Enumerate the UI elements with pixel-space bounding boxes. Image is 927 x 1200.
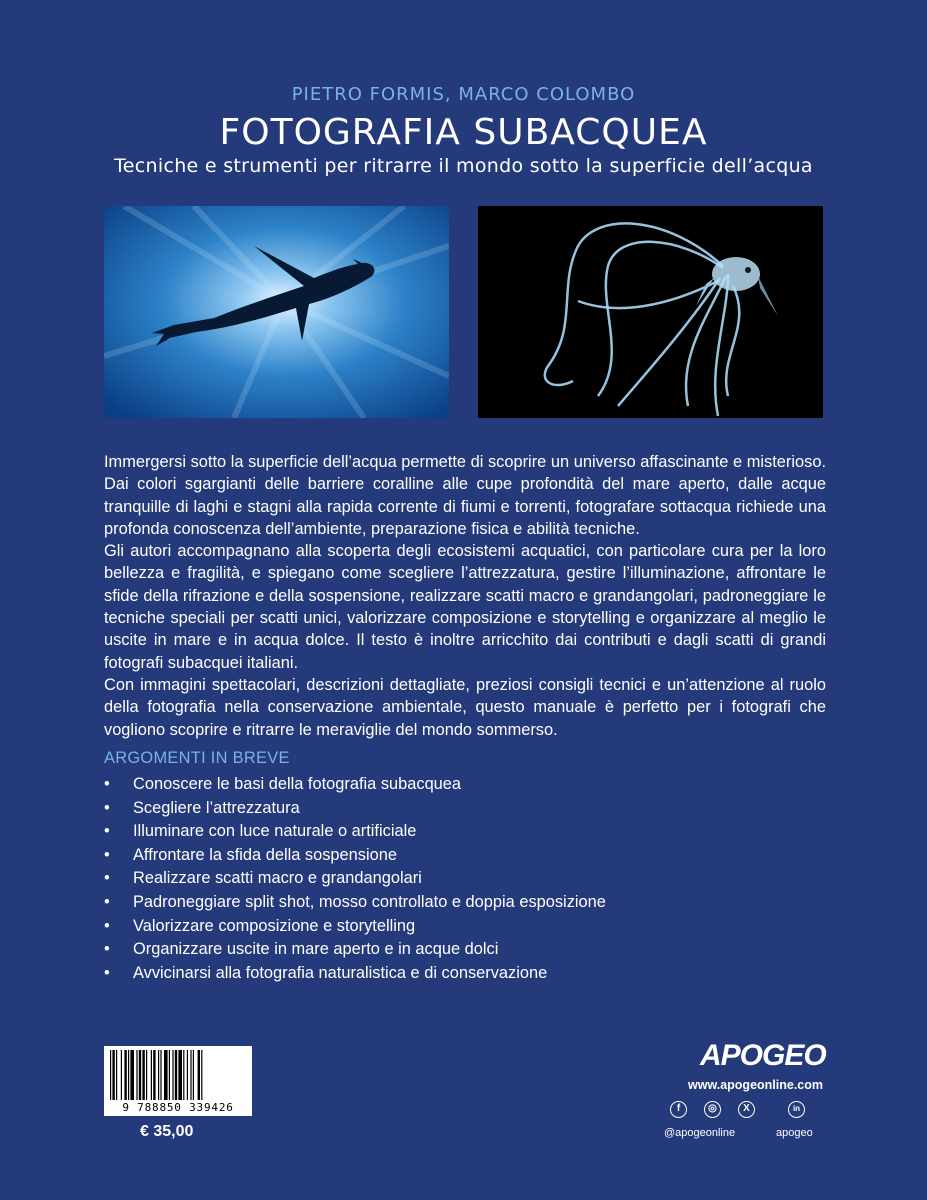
bullet: • (104, 940, 110, 959)
social-handle: @apogeonline (664, 1127, 736, 1139)
list-item (104, 773, 606, 797)
topic-label: Affrontare la sfida della sospensione (133, 845, 397, 864)
list-item (104, 844, 606, 868)
bullet: • (104, 869, 110, 888)
list-item (104, 891, 606, 915)
publisher-url[interactable]: www.apogeonline.com (688, 1078, 823, 1092)
bullet: • (104, 916, 110, 935)
bullet: • (104, 845, 110, 864)
bullet: • (104, 798, 110, 817)
topic-label: Illuminare con luce naturale o artificiale (133, 822, 417, 841)
description-paragraph: Immergersi sotto la superficie dell’acqua permette di scoprire un universo affascinante e misterioso. Dai colori sgargianti delle barriere coralline alle cupe profondità del mare aperto, dalle acque tranquille di laghi e stagni alla rapida corrente di fiumi e torrenti, fotografare sottacqua richiede una profonda conoscenza dell’ambiente, preparazione fisica e abilità tecniche. (104, 453, 826, 538)
topics-heading: ARGOMENTI IN BREVE (104, 749, 290, 767)
linkedin-handle: apogeo (776, 1127, 813, 1139)
barcode-bars (108, 1050, 248, 1100)
topic-label: Organizzare uscite in mare aperto e in acque dolci (133, 940, 499, 959)
topic-label: Avvicinarsi alla fotografia naturalistica e di conservazione (133, 963, 548, 982)
shark-photo (104, 206, 449, 418)
topic-label: Conoscere le basi della fotografia subacquea (133, 775, 462, 793)
list-item (104, 820, 606, 844)
isbn-number: 9 788850 339426 (122, 1101, 234, 1114)
bullet: • (104, 822, 110, 841)
description-paragraph: Con immagini spettacolari, descrizioni dettagliate, preziosi consigli tecnici e un’attenzione al ruolo della fotografia nella conservazione ambientale, questo manuale è perfetto per i fotografi che vogliono scoprire e ritrarre le meraviglie del mondo sommerso. (104, 675, 826, 739)
topic-label: Scegliere l’attrezzatura (133, 798, 300, 817)
list-item (104, 938, 606, 962)
instagram-icon[interactable]: ◎ (704, 1101, 721, 1118)
book-title: FOTOGRAFIA SUBACQUEA (219, 112, 708, 153)
bullet: • (104, 963, 110, 982)
publisher-logo: APOGEO (700, 1039, 826, 1072)
list-item (104, 915, 606, 939)
list-item (104, 962, 606, 986)
x-icon[interactable]: X (738, 1101, 755, 1118)
list-item (104, 797, 606, 821)
book-description (104, 451, 826, 741)
topics-list (104, 773, 606, 985)
book-subtitle: Tecniche e strumenti per ritrarre il mondo sotto la superficie dell’acqua (114, 155, 813, 177)
facebook-icon[interactable]: f (670, 1101, 687, 1118)
bullet: • (104, 775, 110, 793)
topic-label: Valorizzare composizione e storytelling (133, 916, 416, 935)
isbn-barcode (104, 1046, 252, 1116)
topic-label: Padroneggiare split shot, mosso controllato e doppia esposizione (133, 892, 606, 911)
authors: PIETRO FORMIS, MARCO COLOMBO (291, 84, 636, 105)
price: € 35,00 (140, 1123, 194, 1140)
fish-photo (478, 206, 823, 418)
description-paragraph: Gli autori accompagnano alla scoperta degli ecosistemi acquatici, con particolare cura per la loro bellezza e fragilità, e spiegano come scegliere l’attrezzatura, gestire l’illuminazione, affrontare le sfide della rifrazione e della sospensione, realizzare scatti macro e grandangolari, padroneggiare le tecniche speciali per scatti unici, valorizzare composizione e storytelling e organizzare al meglio le uscite in mare e in acqua dolce. Il testo è inoltre arricchito dai contributi e dagli scatti di grandi fotografi subacquei italiani. (104, 542, 826, 672)
linkedin-icon[interactable]: in (788, 1101, 805, 1118)
list-item (104, 867, 606, 891)
bullet: • (104, 892, 110, 911)
topic-label: Realizzare scatti macro e grandangolari (133, 869, 422, 888)
